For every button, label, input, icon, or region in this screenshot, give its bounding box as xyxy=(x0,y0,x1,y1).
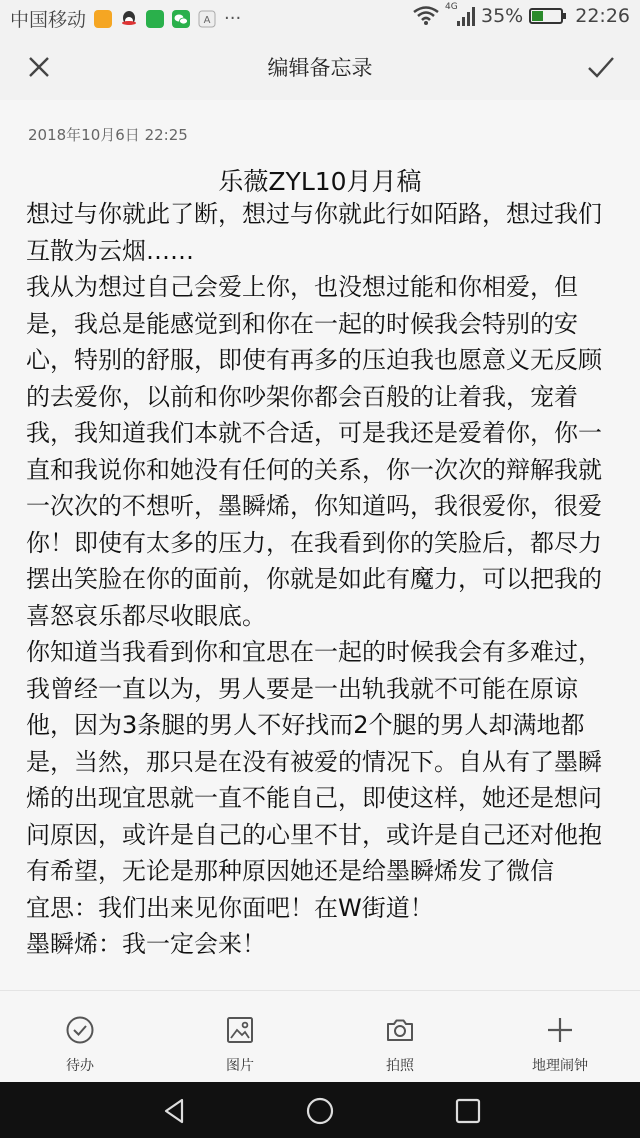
svg-text:A: A xyxy=(203,14,211,26)
camera-label: 拍照 xyxy=(386,1058,414,1074)
network-type: 4G xyxy=(445,2,458,12)
todo-label: 待办 xyxy=(66,1058,94,1074)
note-date: 2018年10月6日 22:25 xyxy=(28,126,188,144)
back-button[interactable] xyxy=(160,1096,190,1126)
note-paragraph: 墨瞬烯：我一定会来！ xyxy=(26,930,266,958)
image-label: 图片 xyxy=(226,1058,254,1074)
header xyxy=(0,34,640,100)
note-paragraph: 你知道当我看到你和宜思在一起的时候我会有多难过，我曾经一直以为，男人要是一出轨我就不可能在原谅他，因为3条腿的男人不好找而2个腿的男人却满地都是，当然，那只是在没有被爱的情况下。自从有了墨瞬烯的出现宜思就一直不能自己，即使这样，她还是想问问原因，或许是自己的心里不甘，或许是自己还对他抱有希望，无论是那种原因她还是给墨瞬烯发了微信 xyxy=(26,638,602,885)
home-icon xyxy=(305,1096,335,1126)
camera-icon xyxy=(385,1015,415,1045)
image-button[interactable] xyxy=(160,991,320,1083)
carrier-name: 中国移动 xyxy=(10,9,87,31)
note-title[interactable]: 乐薇ZYL10月月稿 xyxy=(218,167,422,196)
note-paragraph: 我从为想过自己会爱上你，也没想过能和你相爱，但是，我总是能感觉到和你在一起的时候我会特别的安心，特别的舒服，即使有再多的压迫我也愿意义无反顾的去爱你，以前和你吵架你都会百般的让着我，宠着我，我知道我们本就不合适，可是我还是爱着你，你一直和我说你和她没有任何的关系，你一次次的辩解我就一次次的不想听，墨瞬烯，你知道吗，我很爱你，很爱你！即使有太多的压力，在我看到你的笑脸后，都尽力摆出笑脸在你的面前，你就是如此有魔力，可以把我的喜怒哀乐都尽收眼底。 xyxy=(26,273,602,630)
status-time: 22:26 xyxy=(575,5,630,27)
bottom-toolbar xyxy=(0,990,640,1083)
note-editor[interactable] xyxy=(0,100,640,990)
battery-fill xyxy=(532,11,543,21)
note-body[interactable] xyxy=(26,196,618,963)
message-icon xyxy=(146,10,164,28)
wechat-icon xyxy=(172,10,190,28)
geo-alarm-button[interactable] xyxy=(480,991,640,1083)
camera-button[interactable] xyxy=(320,991,480,1083)
image-icon xyxy=(225,1015,255,1045)
battery-percent: 35% xyxy=(481,5,524,27)
navigation-bar xyxy=(0,1082,640,1138)
plus-icon xyxy=(545,1015,575,1045)
more-dots-icon: ··· xyxy=(224,8,242,29)
signal-icon xyxy=(445,2,475,27)
status-right xyxy=(413,2,630,27)
wifi-icon xyxy=(413,6,439,26)
note-paragraph: 想过与你就此了断，想过与你就此行如陌路，想过我们互散为云烟…… xyxy=(26,200,602,265)
todo-button[interactable] xyxy=(0,991,160,1083)
check-icon xyxy=(582,48,620,86)
taobao-icon xyxy=(94,10,112,28)
page-title: 编辑备忘录 xyxy=(267,56,373,80)
recents-icon xyxy=(453,1096,483,1126)
keyboard-icon xyxy=(198,10,216,28)
note-paragraph: 宜思：我们出来见你面吧！在W街道！ xyxy=(26,893,434,922)
status-left xyxy=(10,5,241,32)
recents-button[interactable] xyxy=(453,1096,483,1126)
back-icon xyxy=(160,1096,190,1126)
home-button[interactable] xyxy=(305,1096,335,1126)
todo-check-icon xyxy=(65,1015,95,1045)
qq-icon xyxy=(120,10,138,28)
confirm-button[interactable] xyxy=(582,48,620,86)
status-bar xyxy=(0,0,640,34)
geo-alarm-label: 地理闹钟 xyxy=(532,1058,588,1074)
battery-icon xyxy=(529,8,563,24)
